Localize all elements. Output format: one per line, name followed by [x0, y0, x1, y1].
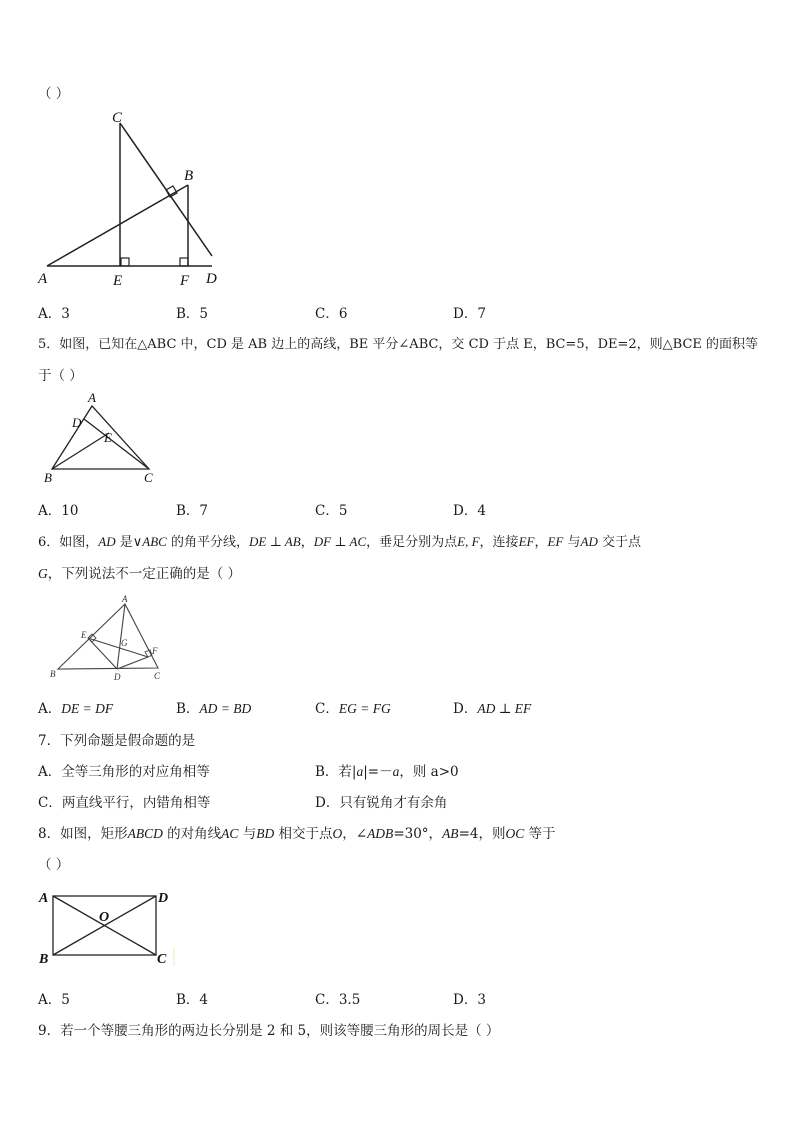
q8-math: AC: [221, 826, 239, 841]
q6-text: ，垂足分别为点: [366, 535, 458, 550]
q6-math: E, F: [457, 534, 480, 549]
option-math: AD = BD: [199, 701, 252, 716]
q8-text: 的对角线: [162, 826, 222, 842]
option-label: D．: [453, 701, 478, 717]
q8-math: O: [332, 826, 343, 841]
q4-line-ab: [47, 185, 188, 266]
q6-option-c[interactable]: [315, 697, 391, 717]
q4-label-b: B: [184, 168, 194, 184]
q6-text: 的角平分线，: [166, 535, 249, 550]
q4-answer-paren: （ ）: [38, 86, 70, 102]
q6-option-a[interactable]: [38, 697, 113, 717]
q5-label-d: D: [72, 415, 82, 430]
q4-option-a[interactable]: A．3: [38, 306, 70, 322]
q5-label-c: C: [144, 470, 153, 485]
q8-stem-line1: [38, 822, 556, 842]
q6-label-e: E: [81, 630, 87, 640]
q8-answer-paren: （ ）: [38, 857, 70, 873]
q5-stem-line1: 5．如图，已知在△ABC 中，CD 是 AB 边上的高线，BE 平分∠ABC，交 CD 于点 E，BC=5，DE=2，则△BCE 的面积等: [38, 337, 759, 352]
q8-label-o: O: [99, 910, 110, 925]
q5-option-d[interactable]: D．4: [453, 503, 486, 519]
q8-figure: [36, 880, 186, 972]
option-text: |=－: [363, 764, 393, 780]
q6-figure: [44, 592, 174, 684]
q8-text: 与: [238, 826, 257, 842]
q5-option-b[interactable]: B．7: [176, 503, 209, 519]
q8-text: 相交于点: [274, 826, 333, 842]
q5-label-b: B: [44, 470, 52, 485]
q8-math: ADB: [367, 826, 394, 841]
q4-option-b[interactable]: B．5: [176, 306, 209, 322]
q8-label-c: C: [157, 952, 167, 967]
q4-option-d[interactable]: D．7: [453, 306, 486, 322]
q6-math: ∨ABC: [132, 534, 167, 549]
q4-right-angle-f: [180, 258, 188, 266]
q6-text: 是: [115, 535, 133, 550]
q8-text: ，∠: [342, 826, 368, 842]
q7-option-a[interactable]: A．全等三角形的对应角相等: [38, 764, 210, 780]
q6-math: AD: [98, 534, 116, 549]
q6-text: ，: [300, 535, 314, 550]
option-label: B．: [176, 701, 200, 717]
q6-line-df: [117, 657, 148, 669]
q5-option-a[interactable]: A．10: [38, 503, 79, 519]
q8-option-a[interactable]: A．5: [38, 992, 70, 1008]
q6-label-c: C: [154, 671, 161, 681]
q6-label-g: G: [121, 638, 128, 648]
q5-label-e: E: [104, 430, 112, 445]
q8-math: ABCD: [127, 826, 163, 841]
q5-line-be: [52, 433, 109, 469]
q6-math: AD: [580, 534, 598, 549]
option-text: B．若|: [315, 764, 357, 780]
q6-label-d: D: [114, 672, 121, 682]
q6-stem-line2: [38, 562, 241, 582]
q8-label-b: B: [39, 952, 49, 967]
q7-option-d[interactable]: D．只有锐角才有余角: [315, 795, 448, 811]
q4-option-c[interactable]: C．6: [315, 306, 348, 322]
q6-option-d[interactable]: [453, 697, 531, 717]
option-math: DE = DF: [61, 701, 114, 716]
q5-line-cd: [84, 419, 149, 469]
option-label: C．: [315, 701, 339, 717]
q6-text: ，: [534, 535, 548, 550]
option-text: ，则 a>0: [399, 764, 459, 780]
q6-text: ，连接: [479, 535, 519, 550]
q9-stem: 9．若一个等腰三角形的两边长分别是 2 和 5，则该等腰三角形的周长是（ ）: [38, 1023, 500, 1039]
q6-text: 6．如图，: [38, 535, 99, 550]
q8-text: 等于: [524, 826, 556, 842]
q6-math: EF: [518, 534, 535, 549]
option-math: a: [356, 764, 364, 779]
option-math: AD ⊥ EF: [477, 701, 532, 716]
q6-text: ，下列说法不一定正确的是（ ）: [47, 566, 242, 582]
q4-label-f: F: [180, 273, 190, 289]
q8-math: AB: [442, 826, 459, 841]
q8-option-d[interactable]: D．3: [453, 992, 486, 1008]
q5-figure: [38, 390, 168, 490]
q6-math: EF: [547, 534, 564, 549]
option-math: EG = FG: [338, 701, 391, 716]
q4-label-d: D: [206, 271, 217, 287]
option-math: a: [392, 764, 400, 779]
q4-label-c: C: [112, 110, 123, 126]
q6-line-ad: [117, 604, 125, 669]
q5-label-a: A: [88, 390, 96, 405]
q7-option-c[interactable]: C．两直线平行，内错角相等: [38, 795, 211, 811]
q6-text: 与: [563, 535, 581, 550]
q8-text: 8．如图，矩形: [38, 826, 128, 842]
q7-option-b[interactable]: [315, 760, 459, 780]
q6-math: DF ⊥ AC: [313, 534, 367, 549]
q4-label-e: E: [113, 273, 123, 289]
q6-math: DE ⊥ AB: [248, 534, 301, 549]
q5-stem-line2: 于（ ）: [38, 368, 83, 384]
q5-option-c[interactable]: C．5: [315, 503, 348, 519]
q6-label-f: F: [152, 646, 158, 656]
q6-text: 交于点: [597, 535, 641, 550]
q8-option-b[interactable]: B．4: [176, 992, 209, 1008]
q8-label-d: D: [158, 891, 169, 906]
q8-label-a: A: [39, 891, 49, 906]
q8-text: =30°，: [393, 826, 443, 842]
q4-figure: [30, 100, 230, 290]
q8-math: OC: [505, 826, 525, 841]
q6-stem-line1: [38, 531, 641, 550]
q8-option-c[interactable]: C．3.5: [315, 992, 361, 1008]
option-label: A．: [38, 701, 62, 717]
q4-right-angle-e: [121, 258, 129, 266]
q6-math: G: [38, 566, 48, 581]
q8-math: BD: [256, 826, 275, 841]
q6-option-b[interactable]: [176, 697, 251, 717]
q6-label-a: A: [122, 594, 128, 604]
q7-stem: 7．下列命题是假命题的是: [38, 733, 196, 749]
q6-label-b: B: [50, 669, 56, 679]
q4-label-a: A: [38, 271, 48, 287]
q8-text: =4，则: [458, 826, 506, 842]
